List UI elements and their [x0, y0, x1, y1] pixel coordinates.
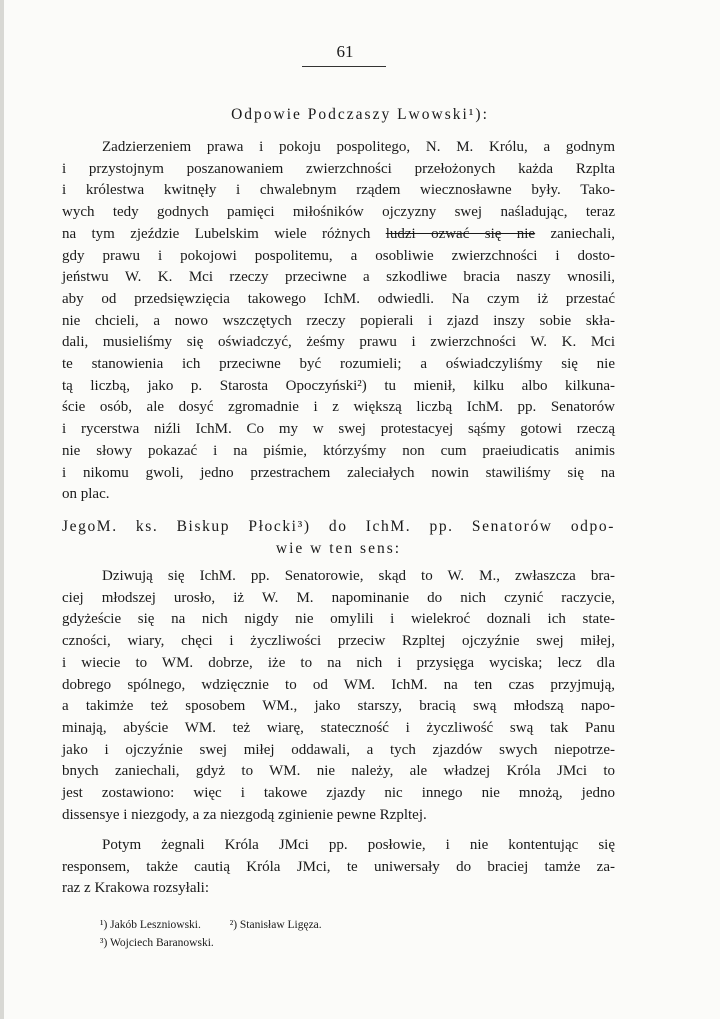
text-line-with-strikethrough	[62, 224, 615, 246]
text-line: nie chcieli, a nowo wszczętych rzeczy popierali i zjazd inszy sobie skła-	[62, 312, 615, 329]
paragraph-3	[62, 835, 615, 900]
text-line: a takimże też sposobem WM., jako starszy, bracią swą młodszą napo-	[62, 698, 615, 715]
footnote-row	[100, 916, 348, 934]
text-line: wych tedy godnych pamięci miłośników ojczyzny swej naśladując, teraz	[62, 204, 615, 221]
text-line: Potym żegnali Króla JMci pp. posłowie, i nie kontentując się	[102, 837, 615, 853]
struck-text: ludzi ozwać się nie	[385, 225, 536, 242]
text-line: nie słowy pokazać i na piśmie, którzyśmy non cum praeiudicatis animis	[62, 442, 615, 459]
text-line: i rycerstwa niźli IchM. Co my w swej protestacyej sąśmy gotowi rzeczą	[62, 421, 615, 438]
text-line: responsem, także cautią Króla JMci, te uniwersały do braciej tamże za-	[62, 858, 615, 875]
text-segment: na tym zjeździe Lubelskim wiele różnych	[62, 225, 371, 242]
text-line: bnych zaniechali, gdyż to WM. nie należy, ale władzej Króla JMci to	[62, 763, 615, 780]
footnote-2: ²) Stanisław Ligęza.	[229, 919, 322, 931]
footnote-3: ³) Wojciech Baranowski.	[100, 937, 214, 949]
text-line: minają, abyście WM. też wiarę, stateczność i życzliwość swą tak Panu	[62, 719, 615, 736]
text-line: dali, musieliśmy się oświadczyć, żeśmy prawu i zwierzchności W. K. Mci	[62, 334, 615, 351]
section-heading-2-line-2: wie w ten sens:	[275, 540, 402, 557]
text-line: i przystojnym poszanowaniem zwierzchności przełożonych każda Rzplta	[62, 160, 615, 177]
text-line: ciej młodszej urosło, iż W. M. napominanie do nich czynić raczycie,	[62, 589, 615, 606]
text-line: dobrego spólnego, wdzięcznie to od WM. IchM. na ten czas przyjmują,	[62, 676, 615, 693]
text-line: Dziwują się IchM. pp. Senatorowie, skąd to W. M., zwłaszcza bra-	[102, 568, 615, 584]
text-segment: zaniechali,	[535, 225, 615, 242]
text-line: i królestwa kwitnęły i chwalebnym rządem wiecznosławne były. Tako-	[62, 182, 615, 199]
scan-edge	[0, 0, 4, 1019]
footnote-row	[100, 934, 348, 952]
text-line: te stanowienia ich przeciwne być rozumieli; a oświadczyliśmy się nie	[62, 356, 615, 373]
text-line: tą liczbą, jako p. Starosta Opoczyński²) tu mienił, kilku albo kilkuna-	[62, 377, 615, 394]
text-line: i wiecie to WM. dobrze, iże to na nich i przysięga wyciska; lecz dla	[62, 654, 615, 671]
text-line: ście osób, ale dosyć zgromadnie i z większą liczbą IchM. pp. Senatorów	[62, 399, 615, 416]
footnotes	[100, 916, 348, 952]
text-line: jeństwu W. K. Mci rzeczy przeciwne a szkodliwe bracia naszy wnosili,	[62, 269, 615, 286]
section-heading-1: Odpowie Podczaszy Lwowski¹):	[231, 106, 489, 123]
text-line: gdyżeście się na nich nigdy nie omylili i wielekroć doznali ich state-	[62, 611, 615, 628]
page-number: 61	[336, 42, 354, 61]
section-heading-2-line-1: JegoM. ks. Biskup Płocki³) do IchM. pp. Senatorów odpo-	[62, 518, 615, 535]
text-line: jest zostawiono: więc i takowe zjazdy nic innego nie mnożą, jedno	[62, 785, 615, 802]
text-line: czności, wiary, chęci i życzliwości przeciw Rzpltej ojczyźnie swej miłej,	[62, 633, 615, 650]
footnote-1: ¹) Jakób Leszniowski.	[100, 919, 201, 931]
paragraph-1	[62, 137, 615, 506]
page-number-rule	[302, 66, 386, 67]
text-line: i nikomu gwoli, jedno przestrachem zaleciałych nowin stawiliśmy się na	[62, 464, 615, 481]
text-line: jako i ojczyźnie swej miłej oddawali, a tych zjazdów swych niepotrze-	[62, 741, 615, 758]
text-line: on plac.	[62, 486, 110, 503]
text-line: Zadzierzeniem prawa i pokoju pospolitego, N. M. Królu, a godnym	[102, 139, 615, 155]
paragraph-2	[62, 566, 615, 826]
text-line: aby od przedsięwzięcia takowego IchM. odwiedli. Na czym iż przestać	[62, 290, 615, 307]
text-line: gdy prawu i pokojowi pospolitemu, a osobliwie zwierzchności i dosto-	[62, 247, 615, 264]
text-line: dissensye i niezgody, a za niezgodą zginienie pewne Rzpltej.	[62, 806, 427, 823]
text-line: raz z Krakowa rozsyłali:	[62, 880, 210, 897]
